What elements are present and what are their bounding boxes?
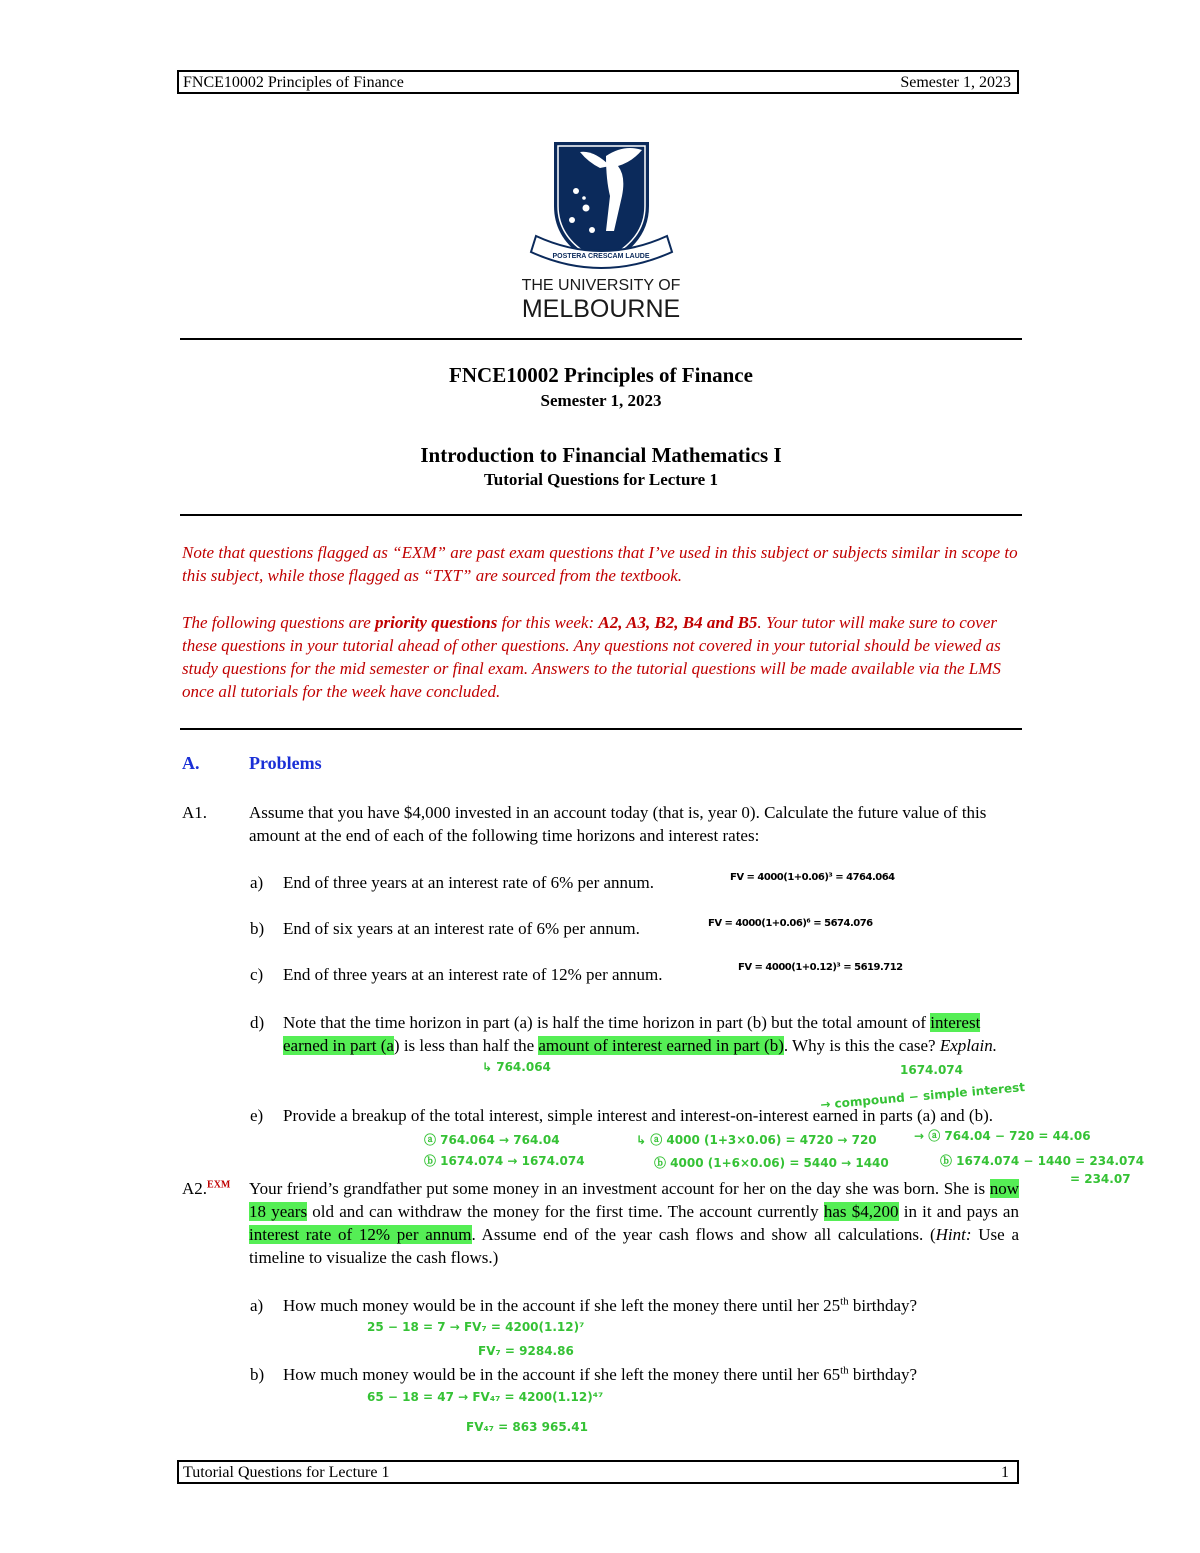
part-text: How much money would be in the account if she left the money there until her 65th birthday? [283,1364,918,1384]
handwritten-note: FV = 4000(1+0.06)⁶ = 5674.076 [708,918,873,929]
handwritten-note: FV = 4000(1+0.06)³ = 4764.064 [730,872,895,883]
handwritten-note: → compound − simple interest [819,1080,1026,1112]
question-number: A1. [182,803,208,822]
handwritten-note: ↳ ⓐ 4000 (1+3×0.06) = 4720 → 720 [636,1133,877,1147]
part-label: d) [250,1013,265,1032]
divider [180,728,1022,730]
part-label: a) [250,1296,264,1315]
exam-flag: EXM [207,1179,231,1191]
logo-line2: MELBOURNE [521,295,681,321]
logo-line1: THE UNIVERSITY OF [521,277,681,294]
part-text: Provide a breakup of the total interest, simple interest and interest-on-interest earned in parts (a) and (b). [283,1106,993,1125]
part-text: End of six years at an interest rate of 6% per annum. [283,919,640,938]
handwritten-note: ⓑ 1674.074 − 1440 = 234.074 [940,1154,1145,1168]
header-semester: Semester 1, 2023 [900,74,1011,91]
question-stem: Your friend’s grandfather put some money in an investment account for her on the day she was born. She is now 18 years old and can withdraw the money for the first time. The account currently has $4,200 in it and pays an interest rate of 12% per annum. Assume end of the year cash flows and show all calculations. (Hint: Use a timeline to visualize the cash flows.) [249,1179,1020,1267]
handwritten-note: ⓑ 4000 (1+6×0.06) = 5440 → 1440 [654,1156,889,1170]
part-text: Note that the time horizon in part (a) is half the time horizon in part (b) but the total amount of interest earned in part (a) is less than half the amount of interest earned in part (b). Why is this the case? Explain. [283,1013,997,1055]
doc-course-title: FNCE10002 Principles of Finance [449,363,753,387]
part-label: c) [250,965,264,984]
note-exam-flags: Note that questions flagged as “EXM” are past exam questions that I’ve used in this subject or subjects similar in scope to this subject, while those flagged as “TXT” are sourced from the textbook. [182,543,1018,585]
question-number: A2.$^{EXM}$ [182,1179,231,1198]
handwritten-note: 25 − 18 = 7 → FV₇ = 4200(1.12)⁷ [367,1320,585,1334]
handwritten-note: ⓐ 764.064 → 764.04 [424,1133,560,1147]
divider [180,514,1022,516]
handwritten-note: FV = 4000(1+0.12)³ = 5619.712 [738,962,903,973]
header-course: FNCE10002 Principles of Finance [183,74,404,91]
university-logo [514,136,689,321]
footer-title: Tutorial Questions for Lecture 1 [183,1464,390,1481]
handwritten-note: → ⓐ 764.04 − 720 = 44.06 [914,1129,1091,1143]
doc-semester: Semester 1, 2023 [540,391,662,410]
part-label: b) [250,1365,265,1384]
part-text: End of three years at an interest rate of 6% per annum. [283,873,655,892]
handwritten-note: ↳ 764.064 [482,1060,551,1074]
handwritten-note: 65 − 18 = 47 → FV₄₇ = 4200(1.12)⁴⁷ [367,1390,604,1404]
logo-motto: POSTERA CRESCAM LAUDE [552,253,650,260]
part-text: End of three years at an interest rate of 12% per annum. [283,965,663,984]
section-letter: A. [182,753,200,773]
handwritten-note: FV₄₇ = 863 965.41 [466,1420,588,1434]
handwritten-note: = 234.07 [1070,1172,1131,1186]
page-number: 1 [1001,1464,1009,1481]
part-label: e) [250,1106,264,1125]
divider [180,338,1022,340]
doc-subtitle: Tutorial Questions for Lecture 1 [484,470,718,489]
part-text: How much money would be in the account if she left the money there until her 25th birthday? [283,1295,918,1315]
crest-icon [531,142,672,268]
page-footer [177,1460,1019,1484]
handwritten-note: 1674.074 [900,1063,964,1077]
handwritten-note: FV₇ = 9284.86 [478,1344,574,1358]
page-header [177,70,1019,94]
section-title: Problems [249,753,322,773]
question-stem: Assume that you have $4,000 invested in an account today (that is, year 0). Calculate the future value of this amount at the end of each of the following time horizons and interest rates: [249,803,987,845]
handwritten-note: ⓑ 1674.074 → 1674.074 [424,1154,585,1168]
doc-topic: Introduction to Financial Mathematics I [420,443,782,467]
part-label: a) [250,873,264,892]
part-label: b) [250,919,265,938]
note-priority: The following questions are priority questions for this week: A2, A3, B2, B4 and B5. Your tutor will make sure to cover these questions in your tutorial ahead of other questions. Any questions not covered in your tutorial should be viewed as study questions for the mid semester or final exam. Answers to the tutorial questions will be made available via the LMS once all tutorials for the week have concluded. [182,613,1001,701]
